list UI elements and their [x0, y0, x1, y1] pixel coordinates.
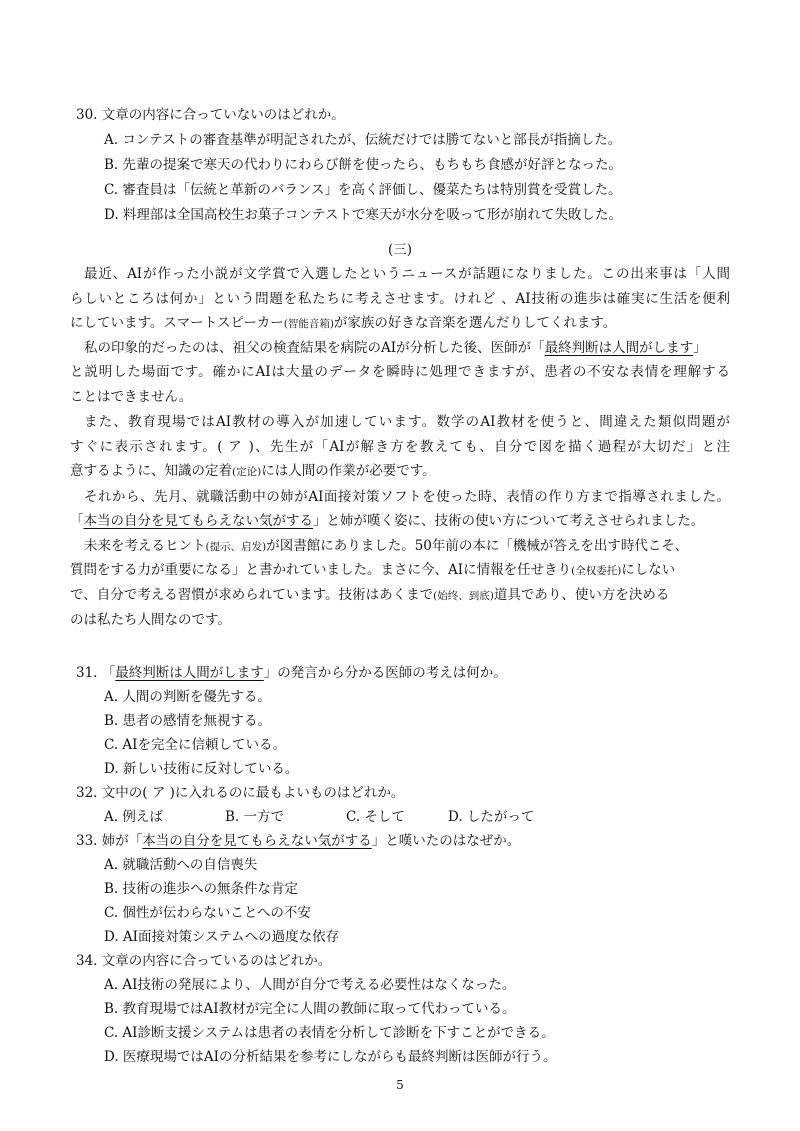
q33-stem-b: 」と嘆いたのはなぜか。	[371, 833, 521, 849]
q33-stem-a: 33. 姉が「	[76, 833, 143, 849]
p5-line-3-note: (始终、到底)	[433, 590, 494, 602]
p5-line-1	[84, 540, 730, 554]
p5-line-2-a: 質問をする力が重要になる」と書かれていました。まさに今、AIに情報を任せきり	[70, 562, 572, 578]
q32-options	[104, 805, 534, 825]
q30-option-d: D. 料理部は全国高校生お菓子コンテストで寒天が水分を吸って形が崩れて失敗した。	[104, 207, 622, 223]
q34-option-b: B. 教育現場ではAI教材が完全に人間の教師に取って代わっている。	[104, 1001, 516, 1017]
p2-line-2: と説明した場面です。確かにAIは大量のデータを瞬時に処理できますが、患者の不安な表情を理解する	[70, 364, 730, 380]
q32-option-b: B. 一方で	[225, 809, 285, 825]
q34-option-a: A. AI技術の発展により、人間が自分で考える必要性はなくなった。	[104, 977, 516, 993]
p3-line-1: また、教育現場ではAI教材の導入が加速しています。数学のAI教材を使うと、間違えた類似問題が	[84, 414, 730, 430]
p5-line-1-b: が図書館にありました。50年前の本に「機械が答えを出す時代こそ、	[266, 538, 689, 554]
p4-line-2-b: 」と姉が嘆く姿に、技術の使い方について考えさせられました。	[313, 513, 705, 529]
q34-option-c: C. AI診断支援システムは患者の表情を分析して診断を下すことができる。	[104, 1025, 555, 1041]
p5-line-1-note: (提示、启发)	[205, 541, 267, 553]
q30-option-b: B. 先輩の提案で寒天の代わりにわらび餅を使ったら、もちもち食感が好評となった。	[104, 157, 623, 173]
p1-line-3-a: にしています。スマートスピーカー	[70, 315, 284, 331]
q31-option-a: A. 人間の判断を優先する。	[104, 689, 271, 705]
passage-title: (三)	[387, 242, 413, 258]
q31-option-b: B. 患者の感情を無視する。	[104, 713, 272, 729]
p3-line-3	[70, 465, 730, 479]
q31-stem-a: 31. 「	[76, 665, 116, 681]
p1-line-3-note: (智能音箱)	[283, 318, 334, 330]
q33-option-b: B. 技術の進歩への無条件な肯定	[104, 881, 299, 897]
q30-stem: 30. 文章の内容に合っていないのはどれか。	[76, 107, 345, 123]
page-number: 5	[396, 1078, 404, 1092]
p5-line-3	[70, 589, 730, 603]
q33-stem	[76, 829, 520, 849]
p1-line-3	[70, 317, 730, 331]
p5-line-4: のは私たち人間なのです。	[70, 612, 231, 628]
p1-line-3-b: が家族の好きな音楽を選んだりしてくれます。	[333, 315, 617, 331]
q31-stem-b: 」の発言から分かる医師の考えは何か。	[263, 665, 507, 681]
q33-option-d: D. AI面接対策システムへの過度な依存	[104, 929, 340, 945]
p2-line-1	[84, 342, 730, 356]
q33-underlined-quote: 本当の自分を見てもらえない気がする	[142, 833, 372, 849]
q32-option-d: D. したがって	[448, 809, 535, 825]
q31-underlined-quote: 最終判断は人間がします	[115, 665, 264, 681]
q31-option-c: C. AIを完全に信頼している。	[104, 737, 287, 753]
q33-option-c: C. 個性が伝わらないことへの不安	[104, 905, 311, 921]
q31-stem	[76, 661, 507, 681]
p3-line-2: すぐに表示されます。( ア )、先生が「AIが解き方を教えても、自分で図を描く過程が大切だ」と注	[70, 439, 730, 455]
p1-line-2: らしいところは何か」という問題を私たちに考えさせます。けれど 、AI技術の進歩は確実に生活を便利	[70, 291, 730, 307]
q30-option-c: C. 審査員は「伝統と革新のバランス」を高く評価し、優菜たちは特別賞を受賞した。	[104, 182, 622, 198]
p2-line-3: ことはできません。	[70, 389, 193, 405]
p4-line-2	[70, 515, 730, 529]
p5-line-1-a: 未来を考えるヒント	[84, 538, 206, 554]
p5-line-3-b: 道具であり、使い方を決める	[493, 587, 670, 603]
p4-line-1: それから、先月、就職活動中の姉がAI面接対策ソフトを使った時、表情の作り方まで指導されました。	[84, 489, 730, 505]
p5-line-2-b: にしない	[621, 562, 676, 578]
p4-line-2-a: 「	[70, 513, 84, 529]
q32-option-c: C. そして	[346, 809, 405, 825]
q32-option-a: A. 例えば	[104, 809, 163, 825]
p1-line-1: 最近、AIが作った小説が文学賞で入選したというニュースが話題になりました。この出来事は「人間	[84, 266, 730, 282]
p2-line-1-a: 私の印象的だったのは、祖父の検査結果を病院のAIが分析した後、医師が「	[84, 340, 545, 356]
p3-line-3-a: 意するように、知識の定着	[70, 463, 232, 479]
p3-line-3-note: (定论)	[232, 466, 262, 478]
q34-option-d: D. 医療現場ではAIの分析結果を参考にしながらも最終判断は医師が行う。	[104, 1049, 557, 1065]
p5-line-3-a: で、自分で考える習慣が求められています。技術はあくまで	[70, 587, 434, 603]
q30-option-a: A. コンテストの審査基準が明記されたが、伝統だけでは勝てないと部長が指摘した。	[104, 132, 622, 148]
p4-underlined-quote: 本当の自分を見てもらえない気がする	[83, 513, 313, 529]
p5-line-2	[70, 564, 730, 578]
q33-option-a: A. 就職活動への自信喪失	[104, 857, 258, 873]
p2-underlined-quote: 最終判断は人間がします	[544, 340, 694, 356]
q32-stem: 32. 文中の( ア )に入れるのに最もよいものはどれか。	[76, 785, 405, 801]
q34-stem: 34. 文章の内容に合っているのはどれか。	[76, 953, 332, 969]
p2-line-1-b: 」	[693, 340, 707, 356]
q31-option-d: D. 新しい技術に反対している。	[104, 761, 299, 777]
p3-line-3-b: には人間の作業が必要です。	[261, 463, 436, 479]
p5-line-2-note: (全权委托)	[571, 565, 622, 577]
